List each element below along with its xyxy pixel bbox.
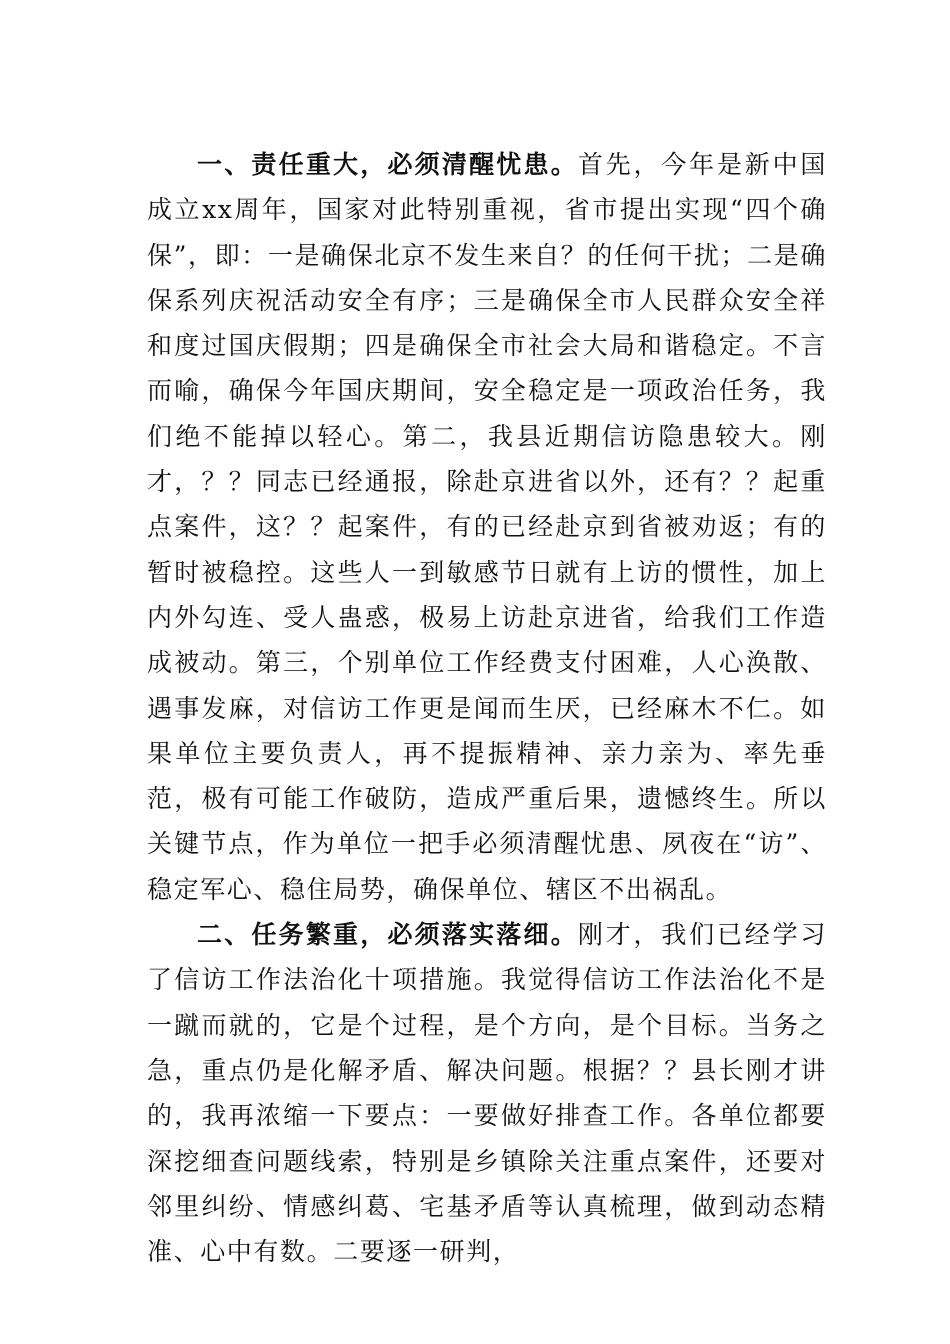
document-body bbox=[147, 142, 827, 1274]
paragraph-tasks bbox=[147, 912, 827, 1274]
paragraph-text-1: 首先，今年是新中国成立xx周年，国家对此特别重视，省市提出实现“四个确保”，即：一是确保北京不发生来自？的任何干扰；二是确保系列庆祝活动安全有序；三是确保全市人民群众安全祥和度过国庆假期；四是确保全市社会大局和谐稳定。不言而喻，确保今年国庆期间，安全稳定是一项政治任务，我们绝不能掉以轻心。第二，我县近期信访隐患较大。刚才，？？同志已经通报，除赴京进省以外，还有？？起重点案件，这？？起案件，有的已经赴京到省被劝返；有的暂时被稳控。这些人一到敏感节日就有上访的惯性，加上内外勾连、受人蛊惑，极易上访赴京进省，给我们工作造成被动。第三，个别单位工作经费支付困难，人心涣散、遇事发麻，对信访工作更是闻而生厌，已经麻木不仁。如果单位主要负责人，再不提振精神、亲力亲为、率先垂范，极有可能工作破防，造成严重后果，遗憾终生。所以关键节点，作为单位一把手必须清醒忧患、夙夜在“访”、稳定军心、稳住局势，确保单位、辖区不出祸乱。 bbox=[147, 150, 827, 904]
section-heading-2: 二、任务繁重，必须落实落细。 bbox=[197, 920, 578, 950]
paragraph-responsibility bbox=[147, 142, 827, 912]
section-heading-1: 一、责任重大，必须清醒忧患。 bbox=[197, 150, 578, 179]
paragraph-text-2: 刚才，我们已经学习了信访工作法治化十项措施。我觉得信访工作法治化不是一蹴而就的，它是个过程，是个方向，是个目标。当务之急，重点仍是化解矛盾、解决问题。根据？？县长刚才讲的，我再浓缩一下要点：一要做好排查工作。各单位都要深挖细查问题线索，特别是乡镇除关注重点案件，还要对邻里纠纷、情感纠葛、宅基矛盾等认真梳理，做到动态精准、心中有数。二要逐一研判， bbox=[147, 920, 827, 1267]
